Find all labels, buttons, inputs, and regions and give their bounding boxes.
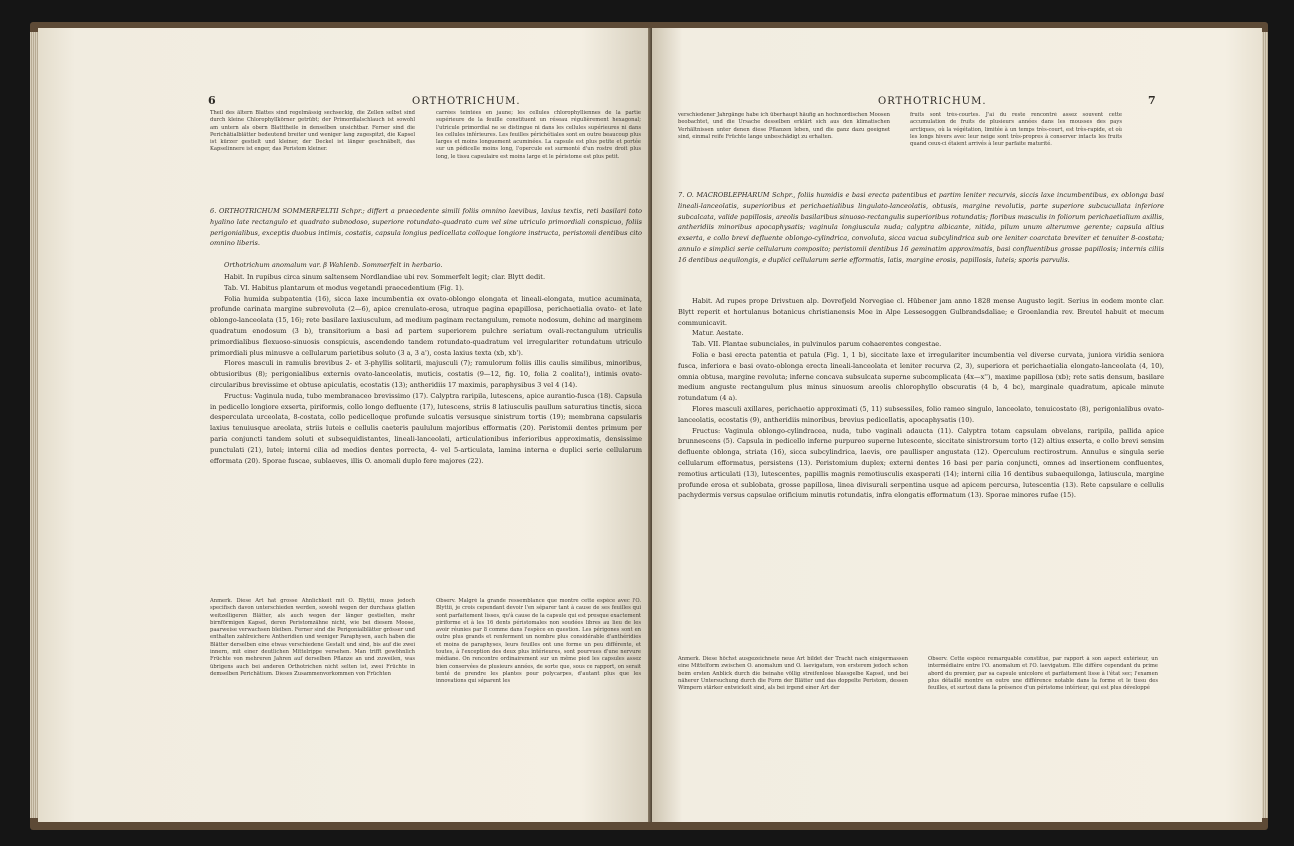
table-reference: Tab. VI. Habitus plantarum et modus vegetandi praecedentium (Fig. 1). <box>224 283 464 292</box>
left-page <box>38 28 656 822</box>
paragraph: Theil des ältern Blattes sind regelmässig sechseckig, die Zellen selbst sind durch kleine Chlorophyllkörner getrübt; der Primordialschlauch ist sowohl am untern als obern Blatttheile in denselben unsichtbar. Ferner sind die Perichätialblätter bedeutend breiter und weniger lang zugespitzt, die Kapsel ist kürzer gestielt und kleiner, der Deckel ist länger geschnäbelt, das Kapselinnere ist enger, das Peristom kleiner. <box>210 110 415 153</box>
right-top-french-column <box>910 112 1122 182</box>
synonym-line <box>210 260 642 271</box>
right-note-german <box>678 656 908 718</box>
species-heading: 7. O. MACROBLEPHARUM Schpr., foliis humidis e basi erecta patentibus et partim leniter recurvis, siccis laxe incumbentibus, ex oblonga basi lineali-lanceolatis, superioribus et perichaetialibus lingulato-lanceolatis, obtusis, margine revolutis, parte superiore subcucullata inferiore subcalcata, valide papillosis, areolis basilaribus sinuoso-rectangulis superioribus rotundatis; floribus masculis in foliorum perichaetialium axillis, antheridiis minoribus apocaphysatis; vaginula longiuscula nuda; calyptra albicante, nitida, pilum unum alterumve gerente; capsula altius exserta, e collo brevi defluente oblongo-cylindrica, convoluta, sicca vacua subcylindrica sub ore leniter coarctata breviter et tenuiter 8-costata; annulo e simplici serie cellularum composito; peristomii dentibus 16 geminatim approximatis, basi confluentibus grosse papillosis; internis ciliis 16 dentibus aequilongis, e duplici cellularum serie efformatis, latis, margine erosis, papillosis, luteis; sporis parvulis. <box>678 191 1164 264</box>
paragraph: verschiedener Jahrgänge habe ich überhaupt häufig an hochnordischen Moosen beobachtet, und die Ursache desselben erklärt sich aus den klimatischen Verhältnissen unter denen diese Pflanzen leben, und die ganz dazu geeignet sind, einmal reife Früchte lange unbeschädigt zu erhalten. <box>678 112 890 140</box>
maturation-line: Matur. Aestate. <box>692 329 744 338</box>
left-top-german-column <box>210 110 415 198</box>
page-number-left: 6 <box>208 94 216 107</box>
right-body-text <box>678 296 1164 650</box>
left-body-text <box>210 272 642 592</box>
species-7-diagnosis <box>678 190 1164 292</box>
right-top-german-column <box>678 112 890 182</box>
left-top-french-column <box>436 110 641 198</box>
flores-paragraph: Flores masculi axillares, perichaetio approximati (5, 11) subsessiles, folio rameo singulo, lanceolato, tenuicostato (8), perigonialibus ovato-lanceolatis, ecostatis (9), antheridiis minoribus, brevius pedicellatis, apocaphysatis (10). <box>678 404 1164 424</box>
folia-paragraph: Folia humida subpatentia (16), sicca laxe incumbentia ex ovato-oblongo elongata et lineali-elongata, mutice acuminata, profunde carinata margine subrevoluta (2—6), apice crenulato-erosa, utraque pagina epapillosa, perichaetialia ovato- et late oblongo-lanceolata (15, 16); rete basilare laxiusculum, ad medium paginam rectangulum, remote nodosum, dehinc ad marginem quadratum enodosum (3 b), transitorium a basi ad partem superiorem pulchre seriatum ovali-rectangulum utriculis primordialibus flexuoso-sinuosis conspicuis, ascendendo tandem rotundato-quadratum vel irregulariter rotundatum utriculo primordiali plus minusve a cellularum parietibus soluto (3 a, 3 a'), costa laxius texta (xb, xb'). <box>210 294 642 357</box>
running-head-left: ORTHOTRICHUM. <box>412 96 521 107</box>
note-paragraph: Anmerk. Diese Art hat grosse Ähnlichkeit mit O. Blyttii, muss jedoch specifisch davon unterschieden werden, sowohl wegen der durchaus glatten weitzelligeren Blätter, als auch wegen der länger gestielten, mehr birnförmigen Kapsel, deren Peristomzähne nicht, wie bei diesem Moose, paarweise verwachsen bleiben. Ferner sind die Perigonialblätter grösser und enthalten zahlreichere Antheridien und weniger Paraphysen, auch haben die Blätter derselben eine etwas verschiedene Gestalt und sind, bis auf die zwei innern, mit einer deutlichen Mittelrippe versehen. Man trifft gewöhnlich Früchte von mehreren Jahren auf derselben Pflanze an und zuweilen, was übrigens auch bei anderen Orthotrichen nicht selten ist, zwei Früchte in demselben Perichätium. Dieses Zusammenvorkommen von Früchten <box>210 598 415 677</box>
paragraph: carrées teintées en jaune; les cellules chlorophylliennes de la partie supérieure de la feuille constituent un réseau régulièrement hexagonal; l'utricule primordial ne se distingue ni dans les cellules supérieures ni dans les cellules inférieures. Les feuilles périchétiales sont en outre beaucoup plus larges et moins longuement acuminées. La capsule est plus petite et portée sur un pédicelle moins long, l'opercule est surmonté d'un rostre droit plus long, le tissu capsulaire est moins large et le péristome est plus petit. <box>436 110 641 160</box>
right-note-french <box>928 656 1158 718</box>
fructus-paragraph: Fructus: Vaginula oblongo-cylindracea, nuda, tubo vaginali adaucta (11). Calyptra totam capsulam obvelans, raripila, pallida apice brunnescens (5). Capsula in pedicello inferne purpureo superne lutescente, siccitate sinistrorsum torto (12) altius exserta, e collo brevi sensim defluente oblonga, striata (16), sicca subcylindrica, laevis, ore paullisper angustata (12). Operculum rectirostrum. Annulus e singula serie cellularum efformatus, persistens (13). Peristomium duplex; externi dentes 16 basi per paria conjuncti, omnes ad insertionem confluentes, remotius articulati (13), lutescentes, papillis magnis remotiusculis exasperati (14); interni cilia 16 dentibus subaequilonga, latiuscula, margine profunde erosa et sublobata, grosse papillosa, linea divisurali serpentina usque ad apicem percursa, lutescentia (13). Rete capsulare e cellulis pachydermis versus capsulae orificium minutis rotundatis, infra elongatis efformatum (13). Sporae minores rufae (15). <box>678 426 1164 500</box>
left-note-german <box>210 598 415 748</box>
habitat-paragraph: Habit. In rupibus circa sinum saltensem Nordlandiae ubi rev. Sommerfelt legit; clar. Blytt dedit. <box>224 273 546 281</box>
page-number-right: 7 <box>1148 94 1156 107</box>
note-paragraph: Observ. Cette espèce remarquable constitue, par rapport à son aspect extérieur, un intermédiaire entre l'O. anomalum et l'O. laevigatum. Elle diffère cependant du prime abord du premier, par sa capsule unicolore et parfaitement lisse à l'état sec; l'examen plus détaillé montre en outre une différence notable dans la forme et le tissu des feuilles, et surtout dans la présence d'un péristome intérieur, qui est plus développé <box>928 656 1158 692</box>
table-reference: Tab. VII. Plantae subunciales, in pulvinulos parum cohaerentes congestae. <box>692 340 942 349</box>
folia-paragraph: Folia e basi erecta patentia et patula (Fig. 1, 1 b), siccitate laxe et irregulariter incumbentia vel diverse curvata, juniora viridia seniora fusca, inferiora e basi ovato-oblonga erecta lineali-lanceolata et leniter recurva (2, 3), superiora et perichaetialia elongato-lanceolata (4, 10), omnia obtusa, margine revoluta; inferne concava subsulcata superne subcomplicata (4x—x''), maxime papillosa (xb); rete satis densum, basilare medium anguste rectangulum plus minus sinuosum areolis chlorophyllo obscuratis (4 b, 4 bc), marginale quadratum, apicale minute rotundatum (4 a). <box>678 350 1164 403</box>
species-heading: 6. ORTHOTRICHUM SOMMERFELTII Schpr.; differt a praecedente simili foliis omnino laevibus, laxius textis, reti basilari toto hyalino late rectangulo et quadrato subnodoso, superiore rotundato-quadrato cum vel sine utriculo primordiali conspicuo, foliis perigonialibus, exceptis duobus intimis, costatis, capsula longius pedicellata colloque longiore instructa, peristomii dentibus cito omnino liberis. <box>210 207 642 248</box>
left-page-edges <box>30 32 38 818</box>
note-paragraph: Anmerk. Diese höchst ausgezeichnete neue Art bildet der Tracht nach einigermassen eine Mittelform zwischen O. anomalum und O. laevigatum, von ersterem jedoch schon beim ersten Anblick durch die beinahe völlig streifenlose blassgelbe Kapsel, und bei näherer Untersuchung durch die Form der Blätter und das doppelte Peristom, dessen Wimpern stärker entwickelt sind, als bei irgend einer Art der <box>678 656 908 692</box>
fructus-paragraph: Fructus: Vaginula nuda, tubo membranaceo brevissimo (17). Calyptra raripila, lutescens, apice aurantio-fusca (18). Capsula in pedicello longiore exserta, piriformis, collo longo defluente (17), lutescens, striis 8 latiusculis paullum saturatius tinctis, sicca desperculata urceolata, 8-costata, collo pedicelloque profunde sulcatis versusque sinistrum tortis (19); membrana capsularis laxius tenuiusque areolata, striis luteis e cellulis caeteris paululum majoribus efformatis (20). Peristomii dentes primum per paria conjuncti tandem soluti et subsequidistantes, lineali-lanceolati, articulationibus inferioribus approximatis, densissime punctulati (21), lutei; interni cilia ad medios dentes porrecta, 4- vel 5-articulata, lamina interna e duplici serie cellularum efformata (20). Sporae fuscae, sublaeves, illis O. anomali duplo fere majores (22). <box>210 391 642 465</box>
paragraph: fruits sont très-courtes. J'ai du reste rencontré assez souvent cette accumulation de fruits de plusieurs années dans les mousses des pays arctiques, où la végétation, limitée à un temps très-court, est très-rapide, et où les longs hivers avec leur neige sont très-propres à conserver intacts les fruits quand ceux-ci étaient arrivés à leur parfaite maturité. <box>910 112 1122 148</box>
synonym: Orthotrichum anomalum var. β Wahlenb. Sommerfelt in herbario. <box>224 261 443 269</box>
habitat-paragraph: Habit. Ad rupes prope Drivstuen alp. Dovrefjeld Norvegiae cl. Hübener jam anno 1828 mense Augusto legit. Serius in eodem monte clar. Blytt reperit et hortulanus botanicus christianensis Moe in Alpe Lessesoggen Gulbrandsdaliae; e Groenlandia rev. Breutel habuit et mecum communicavit. <box>678 297 1164 327</box>
flores-paragraph: Flores masculi in ramulis brevibus 2- et 3-phyllis solitarii, majusculi (7); ramulorum foliis illis caulis similibus, minoribus, obtusioribus (8); perigonialibus externis ovato-lanceolatis, muticis, costatis (9—12, fig. 10, folia 2 coalita!), intimis ovato-circularibus brevissime et obtuse apiculatis, ecostatis (13); antheridiis 17 maximis, paraphysibus 3 vel 4 (14). <box>210 359 642 389</box>
running-head-right: ORTHOTRICHUM. <box>878 96 987 107</box>
left-note-french <box>436 598 641 748</box>
note-paragraph: Observ. Malgré la grande ressemblance que montre cette espèce avec l'O. Blyttii, je crois cependant devoir l'en séparer tant à cause de ses feuilles qui sont parfaitement lisses, qu'à cause de la capsule qui est presque exactement piriforme et à les 16 dents péristomales non soudées libres au lieu de les avoir réunies par 8 comme dans l'espèce en question. Les périgones sont en outre plus grands et renferment un nombre plus considérable d'anthéridies et moins de paraphyses, leurs feuilles ont une forme un peu différente, et toutes, à l'exception des deux plus intérieures, sont pourvues d'une nervure médiane. On rencontre ordinairement sur un même pied les capsules assez bien conservées de plusieurs années, de sorte que, sous ce rapport, on serait tenté de prendre les plantes pour polycarpes, d'autant plus que les innovations qui séparent les <box>436 598 641 685</box>
right-page <box>652 28 1262 822</box>
species-6-diagnosis <box>210 206 642 260</box>
book-binding <box>30 22 1268 830</box>
